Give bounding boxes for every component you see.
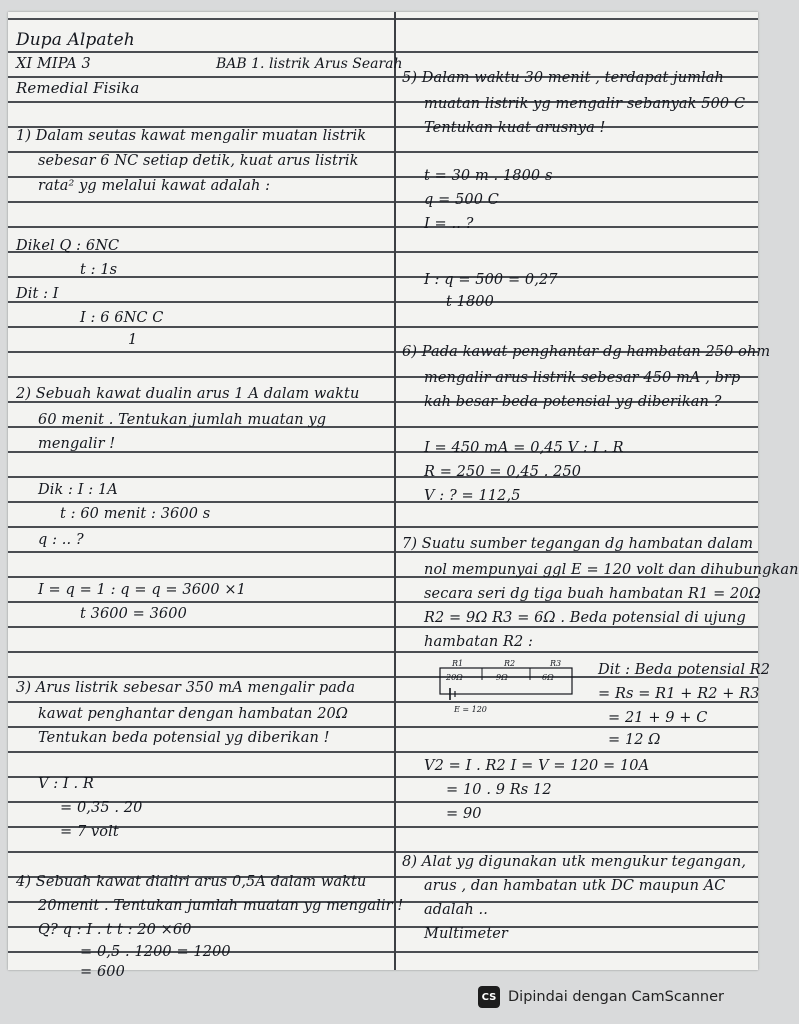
note-line: sebesar 6 NC setiap detik, kuat arus listrik xyxy=(38,153,359,169)
note-line: Dikel Q : 6NC xyxy=(16,238,120,254)
note-line: 60 menit . Tentukan jumlah muatan yg xyxy=(38,412,327,428)
note-line: 1 xyxy=(128,332,138,348)
r1-label: R1 xyxy=(452,659,464,668)
r2-label: R2 xyxy=(504,659,516,668)
note-line: 8) Alat yg digunakan utk mengukur tegangan, xyxy=(402,854,747,870)
note-line: t : 60 menit : 3600 s xyxy=(60,506,211,522)
note-line: = 7 volt xyxy=(60,824,119,840)
note-line: secara seri dg tiga buah hambatan R1 = 20Ω xyxy=(424,586,761,602)
note-line: = Rs = R1 + R2 + R3 xyxy=(598,686,760,702)
note-line: Dik : I : 1A xyxy=(38,482,118,498)
note-line: 4) Sebuah kawat dialiri arus 0,5A dalam waktu xyxy=(16,874,367,890)
note-line: kawat penghantar dengan hambatan 20Ω xyxy=(38,706,348,722)
note-line: I : q = 500 = 0,27 xyxy=(424,272,558,288)
note-line: 7) Suatu sumber tegangan dg hambatan dalam xyxy=(402,536,754,552)
note-line: I : 6 6NC C xyxy=(80,310,164,326)
note-line: = 10 . 9 Rs 12 xyxy=(446,782,552,798)
note-line: 5) Dalam waktu 30 menit , terdapat jumlah xyxy=(402,70,724,86)
note-line: V : I . R xyxy=(38,776,94,792)
note-line: I = 450 mA = 0,45 V : I . R xyxy=(424,440,624,456)
student-class: XI MIPA 3 xyxy=(16,56,91,72)
note-line: mengalir arus listrik sebesar 450 mA , brp xyxy=(424,370,741,386)
note-line: = 12 Ω xyxy=(608,732,661,748)
note-line: mengalir ! xyxy=(38,436,116,452)
note-line: Dit : I xyxy=(16,286,59,302)
note-line: Q? q : I . t t : 20 ×60 xyxy=(38,922,192,938)
note-line: t = 30 m . 1800 s xyxy=(424,168,553,184)
student-name: Dupa Alpateh xyxy=(16,30,135,50)
note-line: = 600 xyxy=(80,964,125,980)
note-line: rata² yg melalui kawat adalah : xyxy=(38,178,271,194)
chapter-title: BAB 1. listrik Arus Searah xyxy=(216,56,403,72)
camscanner-watermark xyxy=(478,984,724,1010)
r3-label: R3 xyxy=(550,659,562,668)
note-line: 6) Pada kawat penghantar dg hambatan 250 ohm xyxy=(402,344,771,360)
note-line: I = .. ? xyxy=(424,216,474,232)
note-line: muatan listrik yg mengalir sebanyak 500 C xyxy=(424,96,746,112)
note-line: R = 250 = 0,45 . 250 xyxy=(424,464,582,480)
note-line: 1) Dalam seutas kawat mengalir muatan listrik xyxy=(16,128,367,144)
r2-value: 9Ω xyxy=(496,673,508,682)
note-line: V2 = I . R2 I = V = 120 = 10A xyxy=(424,758,650,774)
note-line: kah besar beda potensial yg diberikan ? xyxy=(424,394,722,410)
note-line: V : ? = 112,5 xyxy=(424,488,521,504)
note-line: R2 = 9Ω R3 = 6Ω . Beda potensial di ujung xyxy=(424,610,746,626)
note-line: = 0,5 . 1200 = 1200 xyxy=(80,944,231,960)
watermark-text: Dipindai dengan CamScanner xyxy=(508,989,725,1005)
note-line: adalah .. xyxy=(424,902,488,918)
notebook-page xyxy=(8,12,799,980)
note-line: 3) Arus listrik sebesar 350 mA mengalir pada xyxy=(16,680,356,696)
r3-value: 6Ω xyxy=(542,673,554,682)
note-line: = 21 + 9 + C xyxy=(608,710,708,726)
note-line: Tentukan kuat arusnya ! xyxy=(424,120,606,136)
camscanner-logo-icon: CS xyxy=(478,986,500,1008)
note-line: Tentukan beda potensial yg diberikan ! xyxy=(38,730,330,746)
note-line: Dit : Beda potensial R2 xyxy=(598,662,771,678)
note-line: 20menit . Tentukan jumlah muatan yg mengalir ! xyxy=(38,898,404,914)
note-line: I = q = 1 : q = q = 3600 ×1 xyxy=(38,582,246,598)
r1-value: 20Ω xyxy=(446,673,463,682)
note-line: t 3600 = 3600 xyxy=(80,606,187,622)
note-line: Multimeter xyxy=(424,926,508,942)
note-line: arus , dan hambatan utk DC maupun AC xyxy=(424,878,726,894)
note-line: t : 1s xyxy=(80,262,118,278)
column-divider xyxy=(394,12,396,970)
note-line: = 90 xyxy=(446,806,482,822)
note-line: 2) Sebuah kawat dualin arus 1 A dalam waktu xyxy=(16,386,360,402)
note-line: q = 500 C xyxy=(424,192,499,208)
note-line: = 0,35 . 20 xyxy=(60,800,143,816)
note-line: hambatan R2 : xyxy=(424,634,534,650)
note-line: nol mempunyai ggl E = 120 volt dan dihubungkan xyxy=(424,562,799,578)
note-line: q : .. ? xyxy=(38,532,84,548)
subject-title: Remedial Fisika xyxy=(16,79,140,97)
note-line: t 1800 xyxy=(446,294,494,310)
emf-label: E = 120 xyxy=(454,705,487,714)
